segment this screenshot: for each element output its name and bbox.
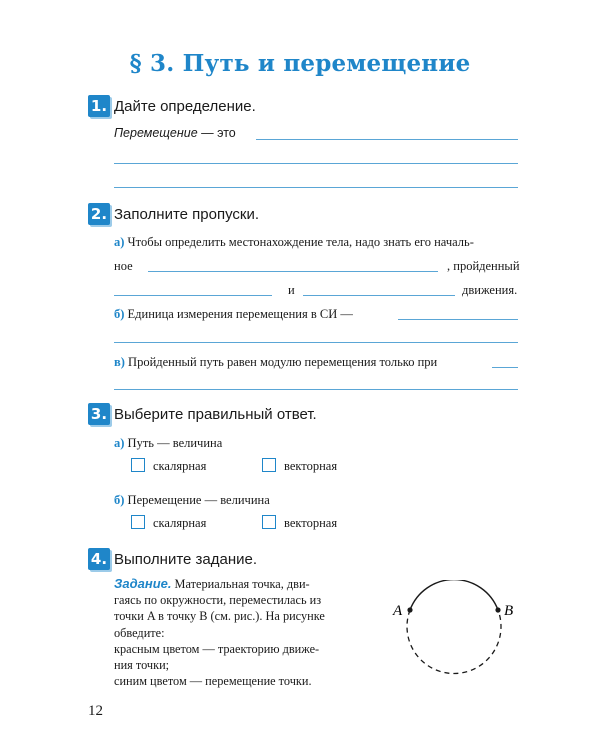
task-2-number: 2. <box>88 203 110 225</box>
point-a-label: A <box>393 603 403 619</box>
circle-diagram <box>390 580 520 715</box>
task-2-text: Заполните пропуски. <box>114 205 260 223</box>
si-unit-blank[interactable] <box>398 319 518 320</box>
task-3-number: 3. <box>88 403 110 425</box>
task-2a-word-motion: движения. <box>462 283 518 297</box>
trajectory-arc[interactable] <box>410 580 498 610</box>
task-3a-line <box>114 435 222 451</box>
task-3a-text: Путь — величина <box>127 436 223 450</box>
path-scalar-label: скалярная <box>153 459 207 473</box>
task-2b-text: Единица измерения перемещения в СИ — <box>127 307 353 321</box>
task-2b-line <box>114 306 353 322</box>
condition-blank-2[interactable] <box>114 389 518 390</box>
task-2b-label: б) <box>114 307 125 321</box>
task-2c-line <box>114 354 437 370</box>
task-3a-label: а) <box>114 436 125 450</box>
task-2c-label: в) <box>114 355 125 369</box>
task-3b-line <box>114 492 270 508</box>
task-2a-text-1: Чтобы определить местонахождение тела, надо знать его началь- <box>127 235 474 249</box>
task-1-header <box>88 95 256 117</box>
task-2a-word-and: и <box>288 283 295 297</box>
task-1-text: Дайте определение. <box>114 97 256 115</box>
point-b-dot[interactable] <box>495 607 500 612</box>
definition-prompt <box>114 125 236 141</box>
task-3-header <box>88 403 317 425</box>
task-4-line-1: Задание. Материальная точка, дви- <box>114 576 310 591</box>
point-a-dot[interactable] <box>407 607 412 612</box>
task-4-line-2: гаясь по окружности, переместилась из <box>114 593 322 608</box>
si-unit-blank-2[interactable] <box>114 342 518 343</box>
displacement-vector-label: векторная <box>284 516 338 530</box>
task-1-number: 1. <box>88 95 110 117</box>
task-2c-text: Пройденный путь равен модулю перемещения только при <box>128 355 438 369</box>
task-4-line-7: синим цветом — перемещение точки. <box>114 674 312 689</box>
zadanie-label: Задание. <box>114 576 172 591</box>
time-blank[interactable] <box>303 295 455 296</box>
path-blank[interactable] <box>114 295 272 296</box>
task-4-text: Выполните задание. <box>114 550 258 568</box>
task-2-header <box>88 203 259 225</box>
task-2a-line-1 <box>114 234 474 250</box>
definition-term: Перемещение <box>114 126 198 140</box>
task-3-text: Выберите правильный ответ. <box>114 405 317 423</box>
task-4-number: 4. <box>88 548 110 570</box>
task-3b-text: Перемещение — величина <box>127 493 270 507</box>
point-b-label: B <box>504 603 514 619</box>
path-scalar-checkbox[interactable] <box>131 458 145 472</box>
displacement-scalar-checkbox[interactable] <box>131 515 145 529</box>
displacement-scalar-label: скалярная <box>153 516 207 530</box>
definition-answer-line-1[interactable] <box>256 139 518 140</box>
task-3b-label: б) <box>114 493 125 507</box>
page-title: § 3. Путь и перемещение <box>129 50 471 77</box>
task-4-line-5: красным цветом — траекторию движе- <box>114 641 320 656</box>
task-4-line-6: ния точки; <box>114 658 170 673</box>
definition-rest: — это <box>197 126 236 140</box>
condition-blank[interactable] <box>492 367 518 368</box>
path-vector-label: векторная <box>284 459 338 473</box>
task-2a-word-initial: ное <box>114 259 133 273</box>
page-number: 12 <box>88 703 103 719</box>
definition-answer-line-3[interactable] <box>114 187 518 188</box>
path-vector-checkbox[interactable] <box>262 458 276 472</box>
task-2a-label: а) <box>114 235 125 249</box>
initial-position-blank[interactable] <box>148 271 438 272</box>
definition-answer-line-2[interactable] <box>114 163 518 164</box>
task-2a-word-travelled: , пройденный <box>447 259 520 273</box>
task-4-line-4: обведите: <box>114 625 165 640</box>
displacement-vector-checkbox[interactable] <box>262 515 276 529</box>
task-4-line-3: точки A в точку B (см. рис.). На рисунке <box>114 609 325 624</box>
task-4-paragraph <box>114 576 370 689</box>
dashed-arc <box>407 610 501 674</box>
task-4-header <box>88 548 257 570</box>
